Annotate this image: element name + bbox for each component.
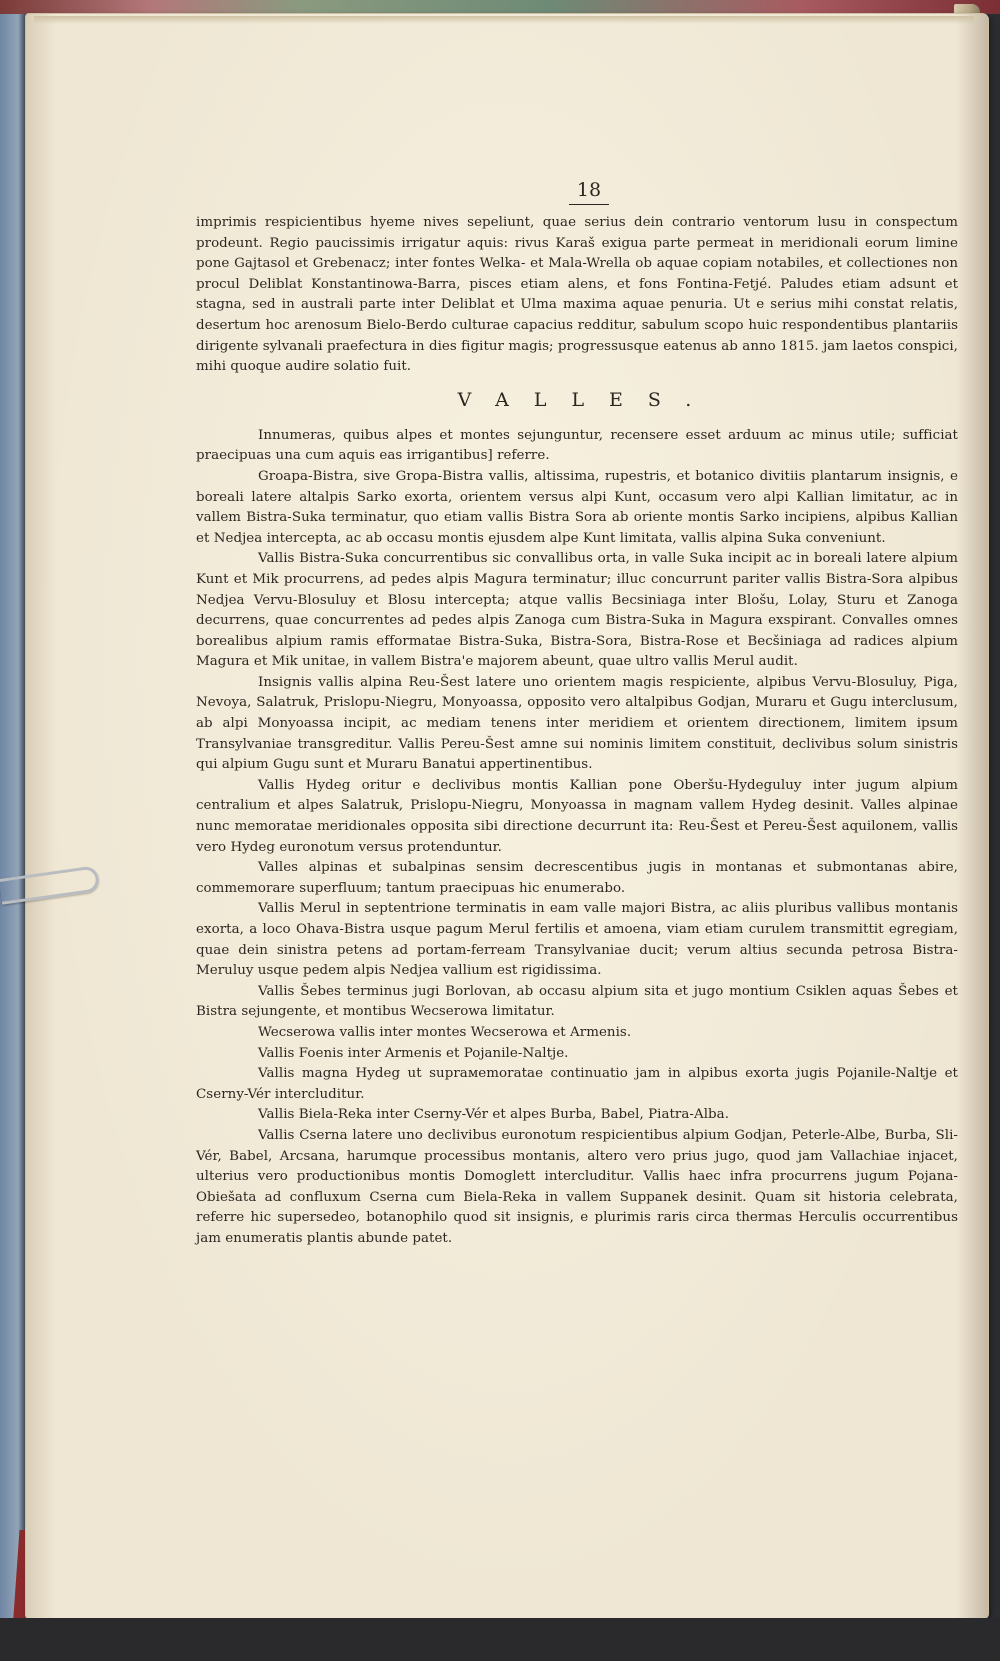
bottom-background xyxy=(0,1618,1000,1661)
paragraph-merul: Vallis Merul in septentrione terminatis in eam valle majori Bistra, ac aliis pluribus vallibus montanis exorta, a loco Ohava-Bistra usque pagum Merul fertilis et amoena, viam etiam curulem transmittit egregiam, quae dein sinistra petens ad portam-ferream Transylvaniae ducit; verum altius secunda petrosa Bistra-Meruluy usque pedem alpis Nedjea vallium est rigidissima. xyxy=(196,901,958,979)
section-heading: VALLES. xyxy=(457,388,717,411)
paragraph-reu-sest: Insignis vallis alpina Reu-Šest latere uno orientem magis respiciente, alpibus Vervu-Blosuluy, Piga, Nevoya, Salatruk, Prislopu-Niegru, Monyoassa, opposito vero altalpibus Godjan, Muraru et Gugu interclusum, ab alpi Monyoassa incipit, ac mediam tenens inter meridiem et orientem directionem, limitem ipsum Transylvaniae transgreditur. Vallis Pereu-Šest amne sui nominis limitem constituit, declivibus solum sinistris qui alpium Gugu sunt et Muraru Banatui appertinentibus. xyxy=(196,674,958,773)
paragraph-hydeg-magna: Vallis magna Hydeg ut suprамemoratae continuatio jam in alpibus exorta jugis Pojanile-Naltje et Cserny-Vér intercluditur. xyxy=(196,1066,958,1102)
text-body xyxy=(196,170,958,1250)
paragraph-wecserowa: Wecserowa vallis inter montes Wecserowa et Armenis. xyxy=(258,1024,632,1040)
paragraph-groapa-bistra: Groapa-Bistra, sive Gropa-Bistra vallis, altissima, rupestris, et botanico divitiis plantarum insignis, e boreali latere altalpis Sarko exorta, orientem versus alpi Kunt, occasum vero alpi Kallian limitatur, ac in vallem Bistra-Suka terminatur, quo etiam vallis Bistra Sora ab oriente montis Sarko incipiens, alpibus Kallian et Nedjea intercepta, ac ab occasu montis ejusdem alpe Kunt limitata, vallis alpina Suka conveniunt. xyxy=(196,468,958,546)
paragraph-biela-reka: Vallis Biela-Reka inter Cserny-Vér et alpes Burba, Babel, Piatra-Alba. xyxy=(258,1107,730,1123)
paragraph-cserna: Vallis Cserna latere uno declivibus euronotum respicientibus alpium Godjan, Peterle-Albe, Burba, Sli-Vér, Babel, Arcsana, harumque processibus montanis, altero vero prius jugo, quod jam Vallachiae injacet, ulterius vero productionibus montis Domoglett intercluditur. Vallis haec infra procurrens jugum Pojana-Obiešata ad confluxum Cserna cum Biela-Reka in vallem Suppanek desinit. Quam sit historia celebrata, referre hic supersedeo, botanophilo quod sit insignis, e plurimis raris circa thermas Herculis occurrentibus jam enumeratis plantis abunde patet. xyxy=(196,1127,958,1246)
paragraph-bistra-suka: Vallis Bistra-Suka concurrentibus sic convallibus orta, in valle Suka incipit ac in boreali latere alpium Kunt et Mik procurrens, ad pedes alpis Magura terminatur; illuc concurrunt pariter vallis Bistra-Sora alpibus Nedjea Vervu-Blosuluy et Blosu intercepta; atque vallis Becsiniaga inter Blošu, Lolay, Sturu et Zanoga decurrens, quae concurrentes ad pedes alpis Zanoga cum Bistra-Suka in Magura exspirant. Convalles omnes borealibus alpium ramis efformatae Bistra-Suka, Bistra-Sora, Bistra-Rose et Becšiniaga ad radices alpium Magura et Mik unitae, in vallem Bistra'e majorem abeunt, quae ultro vallis Merul audit. xyxy=(196,551,958,670)
paragraph-foenis: Vallis Foenis inter Armenis et Pojanile-Naltje. xyxy=(258,1045,569,1061)
page-top-shadow xyxy=(34,16,974,24)
page-number: 18 xyxy=(196,178,958,205)
paragraph-intro: imprimis respicientibus hyeme nives sepeliunt, quae serius dein contrario ventorum lusu in conspectum prodeunt. Regio paucissimis irrigatur aquis: rivus Karaš exigua parte permeat in meridionali eorum limine pone Gajtasol et Grebenacz; inter fontes Welka- et Mala-Wrella ob aquae copiam notabiles, et collectiones non procul Deliblat Konstantinowa-Barra, pisces etiam alens, et fons Fontina-Fetjé. Paludes etiam adsunt et stagna, sed in australi parte inter Deliblat et Ulma maxima aquae penuria. Ut e serius mihi constat relatis, desertum hoc arenosum Bielo-Berdo culturae capacius redditur, sabulum scopo huic respondentibus plantariis dirigente sylvanali praefectura in dies figitur magis; progressusque eatenus ab anno 1815. jam laetos conspici, mihi quoque audire solatio fuit. xyxy=(196,215,958,375)
top-binding-strip xyxy=(0,0,1000,14)
paragraph-sebes: Vallis Šebes terminus jugi Borlovan, ab occasu alpium sita et jugo montium Csiklen aquas Šebes et Bistra sejungente, et montibus Wecserowa limitatur. xyxy=(196,983,958,1020)
paragraph-innumeras: Innumeras, quibus alpes et montes sejunguntur, recensere esset arduum ac minus utile; sufficiat praecipuas una cum aquis eas irrigantibus] referre. xyxy=(196,427,958,464)
paragraph-hydeg: Vallis Hydeg oritur e declivibus montis Kallian pone Oberšu-Hydeguluy inter jugum alpium centralium et alpes Salatruk, Prislopu-Niegru, Monyoassa in magnam vallem Hydeg desinit. Valles alpinae nunc memoratae meridionales opposita sibi directione decurrunt ita: Reu-Šest et Pereu-Šest aquilonem, vallis vero Hydeg euronotum versus protenduntur. xyxy=(196,777,958,855)
paragraph-alpinas: Valles alpinas et subalpinas sensim decrescentibus jugis in montanas et submontanas abire, commemorare superfluum; tantum praecipuas hic enumerabo. xyxy=(196,860,958,896)
